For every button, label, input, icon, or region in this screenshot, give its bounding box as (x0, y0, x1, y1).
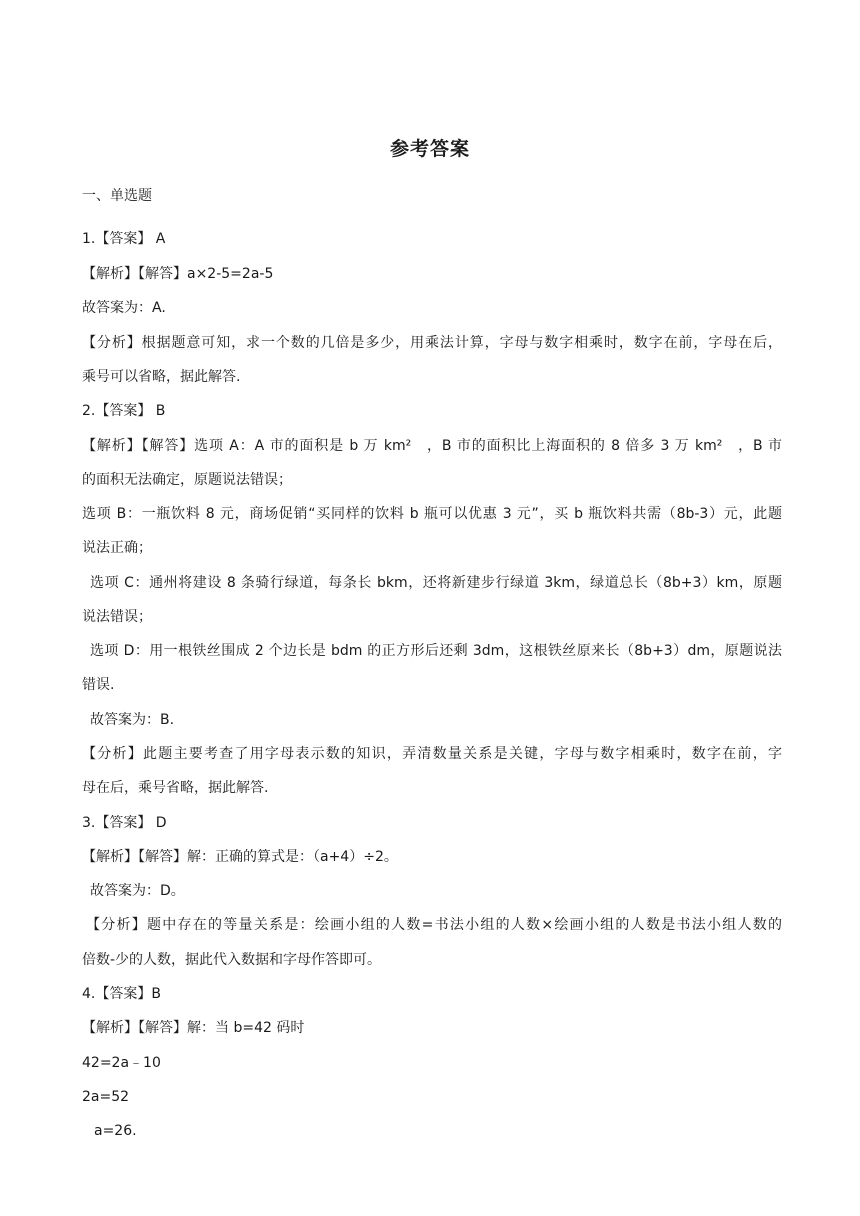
answer-2-solution-line-1: 【解析】【解答】选项 A：A 市的面积是 b 万 km² ，B 市的面积比上海面积的 8 倍多 3 万 km² ，B 市 (82, 438, 782, 454)
answer-1-label: 1.【答案】 A (82, 231, 166, 247)
answer-2-option-d-line-2: 错误. (82, 677, 115, 693)
answer-4-step-2: 2a=52 (82, 1089, 130, 1105)
answer-3-analysis-line-1: 【分析】题中存在的等量关系是：绘画小组的人数=书法小组的人数×绘画小组的人数是书法小组人数的 (86, 917, 782, 933)
answer-2-analysis-line-2: 母在后，乘号省略，据此解答. (82, 780, 269, 796)
answer-3-analysis-line-2: 倍数-少的人数，据此代入数据和字母作答即可。 (82, 952, 382, 968)
page-title: 参考答案 (389, 138, 470, 160)
answer-2-option-c-line-1: 选项 C：通州将建设 8 条骑行绿道，每条长 bkm，还将新建步行绿道 3km，绿道总长（8b+3）km，原题 (90, 575, 782, 591)
answer-1-conclusion: 故答案为：A. (82, 300, 166, 316)
answer-2-option-b-line-2: 说法正确； (82, 540, 152, 556)
answer-2-option-b-line-1: 选项 B：一瓶饮料 8 元，商场促销“买同样的饮料 b 瓶可以优惠 3 元”，买 b 瓶饮料共需（8b-3）元，此题 (82, 506, 782, 522)
answer-4-label: 4.【答案】B (82, 986, 161, 1002)
section-heading: 一、单选题 (82, 188, 152, 204)
answer-4-step-1: 42=2a﹣10 (82, 1055, 161, 1071)
answer-4-solution: 【解析】【解答】解：当 b=42 码时 (82, 1020, 305, 1036)
answer-3-conclusion: 故答案为：D。 (90, 883, 185, 899)
answer-1-analysis-line-1: 【分析】根据题意可知，求一个数的几倍是多少，用乘法计算，字母与数字相乘时，数字在前，字母在后， (82, 335, 782, 351)
answer-2-option-d-line-1: 选项 D：用一根铁丝围成 2 个边长是 bdm 的正方形后还剩 3dm，这根铁丝原来长（8b+3）dm，原题说法 (90, 643, 782, 659)
answer-2-conclusion: 故答案为：B. (90, 712, 175, 728)
answer-1-analysis-line-2: 乘号可以省略，据此解答. (82, 369, 241, 385)
answer-2-label: 2.【答案】 B (82, 403, 166, 419)
answer-3-solution: 【解析】【解答】解：正确的算式是：（a+4）÷2。 (82, 849, 398, 865)
answer-2-option-c-line-2: 说法错误； (82, 609, 152, 625)
answer-2-analysis-line-1: 【分析】此题主要考查了用字母表示数的知识，弄清数量关系是关键，字母与数字相乘时，数字在前，字 (82, 746, 782, 762)
answer-2-solution-line-2: 的面积无法确定，原题说法错误； (82, 472, 292, 488)
answer-4-step-3: a=26. (94, 1123, 137, 1139)
answer-3-label: 3.【答案】 D (82, 815, 167, 831)
answer-1-solution: 【解析】【解答】a×2-5=2a-5 (82, 266, 274, 282)
